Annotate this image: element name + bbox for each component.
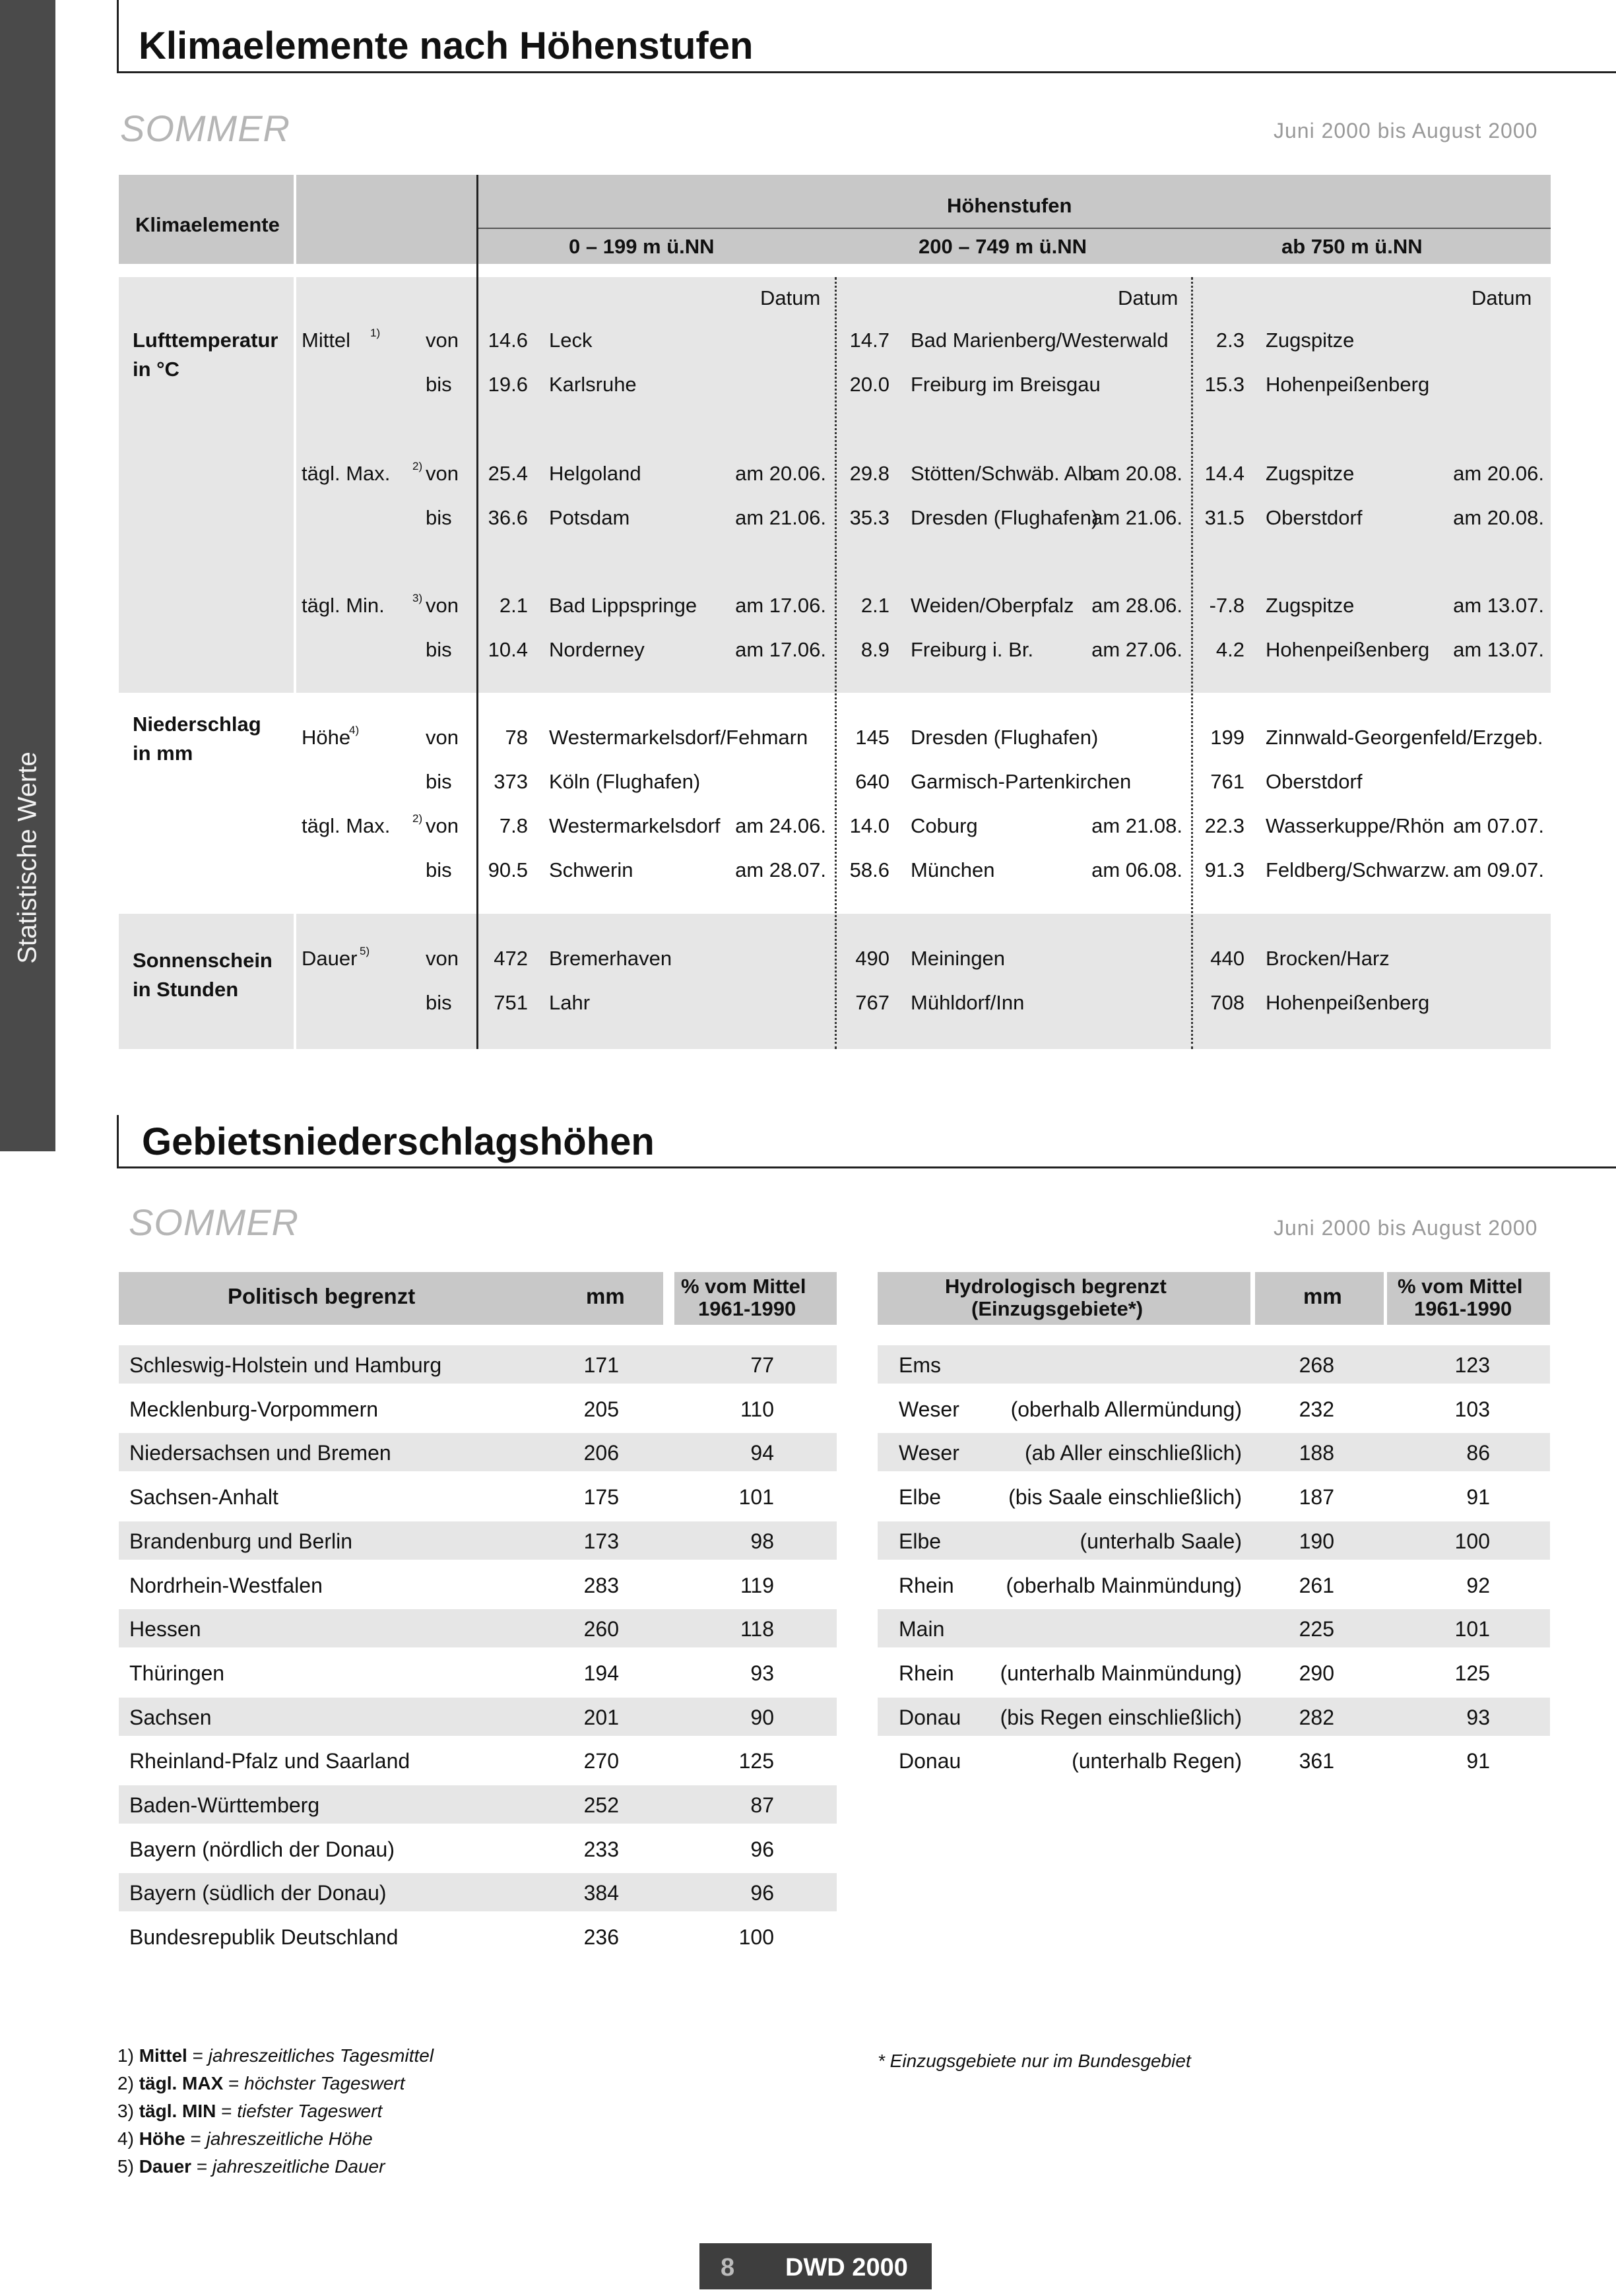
value-cell: 373 bbox=[494, 770, 528, 793]
group-unit: in °C bbox=[133, 358, 179, 381]
region-mm: 252 bbox=[583, 1793, 619, 1817]
row-band bbox=[119, 1609, 837, 1647]
footnote-number: 2) bbox=[117, 2073, 134, 2093]
station-cell: Zugspitze bbox=[1266, 462, 1355, 485]
date-cell: am 13.07. bbox=[1453, 638, 1544, 661]
table2-right-header-pct: % vom Mittel bbox=[1398, 1275, 1523, 1298]
param-label: Dauer bbox=[302, 947, 358, 970]
value-cell: 29.8 bbox=[849, 462, 889, 485]
station-cell: Karlsruhe bbox=[549, 373, 637, 396]
table1-zone-divider-1 bbox=[835, 277, 837, 1049]
value-cell: 2.3 bbox=[1215, 329, 1244, 352]
river-pct: 100 bbox=[1454, 1529, 1490, 1553]
section2-frame-left bbox=[117, 1115, 119, 1168]
station-cell: Westermarkelsdorf bbox=[549, 814, 721, 837]
value-cell: 35.3 bbox=[849, 506, 889, 529]
table1-zone-divider-2 bbox=[1191, 277, 1193, 1049]
header-klimaelemente: Klimaelemente bbox=[135, 213, 280, 236]
header-divider bbox=[478, 228, 1551, 229]
table2-right-header-hydro: Hydrologisch begrenzt bbox=[945, 1275, 1167, 1298]
river-section: (oberhalb Allermündung) bbox=[1010, 1397, 1242, 1421]
param-label: tägl. Max. bbox=[302, 814, 391, 837]
value-cell: 199 bbox=[1210, 726, 1244, 749]
date-cell: am 20.06. bbox=[1453, 462, 1544, 485]
value-cell: 751 bbox=[494, 991, 528, 1014]
range-label: von bbox=[426, 329, 459, 352]
group-unit: in mm bbox=[133, 742, 193, 765]
value-cell: 4.2 bbox=[1215, 638, 1244, 661]
footnote-term: Mittel bbox=[139, 2045, 187, 2066]
river-pct: 86 bbox=[1466, 1441, 1490, 1465]
value-cell: 14.7 bbox=[849, 329, 889, 352]
footnote-ref: 4) bbox=[349, 724, 360, 736]
river-name: Weser bbox=[899, 1397, 959, 1421]
river-section: (oberhalb Mainmündung) bbox=[1006, 1574, 1242, 1597]
value-cell: 22.3 bbox=[1204, 814, 1244, 837]
footnote-term: Höhe bbox=[139, 2128, 185, 2149]
section2-season: SOMMER bbox=[129, 1201, 299, 1243]
station-cell: München bbox=[911, 858, 995, 881]
station-cell: Freiburg i. Br. bbox=[911, 638, 1034, 661]
region-name: Thüringen bbox=[129, 1661, 225, 1685]
station-cell: Zugspitze bbox=[1266, 594, 1355, 617]
header-zone-2: 200 – 749 m ü.NN bbox=[919, 235, 1087, 258]
river-mm: 187 bbox=[1299, 1485, 1334, 1509]
river-mm: 188 bbox=[1299, 1441, 1334, 1465]
region-mm: 283 bbox=[583, 1574, 619, 1597]
datum-label-1: Datum bbox=[760, 286, 821, 309]
footnote-definition: höchster Tageswert bbox=[244, 2073, 405, 2093]
river-mm: 290 bbox=[1299, 1661, 1334, 1685]
group-label: Lufttemperatur bbox=[133, 329, 278, 352]
value-cell: 472 bbox=[494, 947, 528, 970]
header-zone-3: ab 750 m ü.NN bbox=[1281, 235, 1423, 258]
value-cell: 640 bbox=[855, 770, 889, 793]
value-cell: 490 bbox=[855, 947, 889, 970]
river-pct: 91 bbox=[1466, 1749, 1490, 1773]
river-name: Weser bbox=[899, 1441, 959, 1465]
row-band bbox=[119, 1698, 837, 1736]
region-pct: 93 bbox=[750, 1661, 774, 1685]
date-cell: am 13.07. bbox=[1453, 594, 1544, 617]
river-name: Elbe bbox=[899, 1485, 942, 1509]
station-cell: Helgoland bbox=[549, 462, 641, 485]
station-cell: Wasserkuppe/Rhön bbox=[1266, 814, 1445, 837]
date-cell: am 09.07. bbox=[1453, 858, 1544, 881]
value-cell: 2.1 bbox=[499, 594, 528, 617]
value-cell: 14.6 bbox=[488, 329, 528, 352]
region-name: Sachsen bbox=[129, 1706, 212, 1729]
river-section: (unterhalb Regen) bbox=[1072, 1749, 1242, 1773]
station-cell: Dresden (Flughafen) bbox=[911, 506, 1099, 529]
datum-label-2: Datum bbox=[1118, 286, 1179, 309]
value-cell: -7.8 bbox=[1209, 594, 1244, 617]
section1-frame-bottom bbox=[117, 71, 1616, 73]
date-cell: am 17.06. bbox=[735, 638, 826, 661]
river-pct: 92 bbox=[1466, 1574, 1490, 1597]
date-cell: am 17.06. bbox=[735, 594, 826, 617]
value-cell: 7.8 bbox=[499, 814, 528, 837]
river-name: Donau bbox=[899, 1706, 961, 1729]
value-cell: 708 bbox=[1210, 991, 1244, 1014]
group-label: Niederschlag bbox=[133, 713, 261, 736]
date-cell: am 20.06. bbox=[735, 462, 826, 485]
region-pct: 87 bbox=[750, 1793, 774, 1817]
station-cell: Lahr bbox=[549, 991, 591, 1014]
river-mm: 282 bbox=[1299, 1706, 1334, 1729]
region-name: Bayern (südlich der Donau) bbox=[129, 1881, 387, 1905]
footnote-line: 2) tägl. MAX = höchster Tageswert bbox=[117, 2073, 405, 2093]
region-pct: 77 bbox=[750, 1353, 774, 1377]
region-name: Nordrhein-Westfalen bbox=[129, 1574, 323, 1597]
range-label: bis bbox=[426, 991, 452, 1014]
footnote-ref: 2) bbox=[412, 812, 423, 825]
station-cell: Stötten/Schwäb. Alb bbox=[911, 462, 1094, 485]
station-cell: Feldberg/Schwarzw. bbox=[1266, 858, 1450, 881]
river-section: (unterhalb Mainmündung) bbox=[1000, 1661, 1242, 1685]
river-pct: 123 bbox=[1454, 1353, 1490, 1377]
station-cell: Bremerhaven bbox=[549, 947, 672, 970]
date-cell: am 20.08. bbox=[1091, 462, 1182, 485]
station-cell: Bad Lippspringe bbox=[549, 594, 697, 617]
value-cell: 14.0 bbox=[849, 814, 889, 837]
value-cell: 91.3 bbox=[1204, 858, 1244, 881]
sidebar-band bbox=[0, 0, 55, 1151]
station-cell: Mühldorf/Inn bbox=[911, 991, 1025, 1014]
table2-left-header-pct: % vom Mittel bbox=[681, 1275, 806, 1298]
river-pct: 101 bbox=[1454, 1617, 1490, 1641]
footnote-ref: 3) bbox=[412, 592, 423, 604]
section1-title: Klimaelemente nach Höhenstufen bbox=[139, 24, 754, 67]
footnote-line: 1) Mittel = jahreszeitliches Tagesmittel bbox=[117, 2045, 434, 2066]
value-cell: 14.4 bbox=[1204, 462, 1244, 485]
range-label: von bbox=[426, 814, 459, 837]
region-mm: 201 bbox=[583, 1706, 619, 1729]
date-cell: am 21.08. bbox=[1091, 814, 1182, 837]
river-name: Donau bbox=[899, 1749, 961, 1773]
range-label: bis bbox=[426, 373, 452, 396]
region-mm: 270 bbox=[583, 1749, 619, 1773]
river-section: (ab Aller einschließlich) bbox=[1024, 1441, 1242, 1465]
date-cell: am 21.06. bbox=[735, 506, 826, 529]
footnote-definition: jahreszeitliche Höhe bbox=[206, 2128, 373, 2149]
station-cell: Zinnwald-Georgenfeld/Erzgeb. bbox=[1266, 726, 1543, 749]
station-cell: Leck bbox=[549, 329, 593, 352]
sidebar bbox=[0, 0, 55, 2296]
footnote-term: tägl. MAX bbox=[139, 2073, 224, 2093]
river-section: (bis Saale einschließlich) bbox=[1008, 1485, 1242, 1509]
group-label: Sonnenschein bbox=[133, 949, 273, 972]
date-cell: am 20.08. bbox=[1453, 506, 1544, 529]
station-cell: Oberstdorf bbox=[1266, 506, 1363, 529]
station-cell: Westermarkelsdorf/Fehmarn bbox=[549, 726, 808, 749]
river-name: Rhein bbox=[899, 1661, 954, 1685]
footnote-line: 3) tägl. MIN = tiefster Tageswert bbox=[117, 2101, 383, 2121]
footnote-term: tägl. MIN bbox=[139, 2101, 216, 2121]
range-label: bis bbox=[426, 506, 452, 529]
footnote-definition: tiefster Tageswert bbox=[237, 2101, 383, 2121]
region-name: Hessen bbox=[129, 1617, 201, 1641]
section2-title: Gebietsniederschlagshöhen bbox=[142, 1120, 655, 1163]
station-cell: Meiningen bbox=[911, 947, 1006, 970]
region-mm: 171 bbox=[583, 1353, 619, 1377]
page-number: 8 bbox=[721, 2254, 735, 2281]
river-pct: 91 bbox=[1466, 1485, 1490, 1509]
footnote-number: 1) bbox=[117, 2045, 134, 2066]
region-mm: 173 bbox=[583, 1529, 619, 1553]
river-name: Rhein bbox=[899, 1574, 954, 1597]
date-cell: am 21.06. bbox=[1091, 506, 1182, 529]
section2-period: Juni 2000 bis August 2000 bbox=[1274, 1216, 1538, 1240]
value-cell: 15.3 bbox=[1204, 373, 1244, 396]
param-label: tägl. Max. bbox=[302, 462, 391, 485]
station-cell: Hohenpeißenberg bbox=[1266, 991, 1430, 1014]
param-label: Höhe bbox=[302, 726, 351, 749]
river-pct: 93 bbox=[1466, 1706, 1490, 1729]
value-cell: 25.4 bbox=[488, 462, 528, 485]
station-cell: Bad Marienberg/Westerwald bbox=[911, 329, 1169, 352]
region-mm: 233 bbox=[583, 1837, 619, 1861]
page-badge-text: DWD 2000 bbox=[785, 2254, 908, 2281]
date-cell: am 06.08. bbox=[1091, 858, 1182, 881]
station-cell: Oberstdorf bbox=[1266, 770, 1363, 793]
date-cell: am 28.06. bbox=[1091, 594, 1182, 617]
footnote-number: 5) bbox=[117, 2156, 134, 2177]
station-cell: Weiden/Oberpfalz bbox=[911, 594, 1074, 617]
footnote-term: Dauer bbox=[139, 2156, 192, 2177]
region-pct: 119 bbox=[740, 1574, 774, 1597]
region-name: Niedersachsen und Bremen bbox=[129, 1441, 391, 1465]
range-label: bis bbox=[426, 770, 452, 793]
date-cell: am 28.07. bbox=[735, 858, 826, 881]
value-cell: 58.6 bbox=[849, 858, 889, 881]
river-mm: 232 bbox=[1299, 1397, 1334, 1421]
region-pct: 90 bbox=[750, 1706, 774, 1729]
region-mm: 260 bbox=[583, 1617, 619, 1641]
region-name: Schleswig-Holstein und Hamburg bbox=[129, 1353, 442, 1377]
range-label: von bbox=[426, 947, 459, 970]
river-name: Main bbox=[899, 1617, 945, 1641]
region-mm: 384 bbox=[583, 1881, 619, 1905]
header-hoehenstufen: Höhenstufen bbox=[947, 194, 1072, 217]
station-cell: Hohenpeißenberg bbox=[1266, 373, 1430, 396]
footnote-ref: 5) bbox=[360, 945, 370, 957]
value-cell: 10.4 bbox=[488, 638, 528, 661]
region-pct: 101 bbox=[738, 1485, 774, 1509]
station-cell: Freiburg im Breisgau bbox=[911, 373, 1101, 396]
section1-period: Juni 2000 bis August 2000 bbox=[1274, 119, 1538, 143]
region-pct: 100 bbox=[738, 1925, 774, 1949]
date-cell: am 27.06. bbox=[1091, 638, 1182, 661]
region-pct: 94 bbox=[750, 1441, 774, 1465]
river-section: (bis Regen einschließlich) bbox=[1000, 1706, 1242, 1729]
region-mm: 175 bbox=[583, 1485, 619, 1509]
region-name: Baden-Württemberg bbox=[129, 1793, 320, 1817]
station-cell: Potsdam bbox=[549, 506, 630, 529]
region-mm: 205 bbox=[583, 1397, 619, 1421]
footnote-line: 5) Dauer = jahreszeitliche Dauer bbox=[117, 2156, 385, 2177]
river-mm: 190 bbox=[1299, 1529, 1334, 1553]
value-cell: 20.0 bbox=[849, 373, 889, 396]
footnote-definition: jahreszeitliches Tagesmittel bbox=[208, 2045, 434, 2066]
river-name: Elbe bbox=[899, 1529, 942, 1553]
section2-frame-bottom bbox=[117, 1166, 1616, 1168]
value-cell: 31.5 bbox=[1204, 506, 1244, 529]
table2-right-header-period: 1961-1990 bbox=[1414, 1297, 1512, 1320]
table1-param-gap bbox=[294, 175, 296, 1049]
table2-right-header-mm: mm bbox=[1303, 1284, 1342, 1308]
range-label: von bbox=[426, 594, 459, 617]
header-zone-1: 0 – 199 m ü.NN bbox=[569, 235, 715, 258]
value-cell: 90.5 bbox=[488, 858, 528, 881]
region-name: Sachsen-Anhalt bbox=[129, 1485, 278, 1509]
region-name: Bayern (nördlich der Donau) bbox=[129, 1837, 395, 1861]
value-cell: 145 bbox=[855, 726, 889, 749]
region-pct: 125 bbox=[738, 1749, 774, 1773]
param-label: Mittel bbox=[302, 329, 351, 352]
station-cell: Coburg bbox=[911, 814, 978, 837]
row-band bbox=[878, 1345, 1550, 1384]
region-mm: 194 bbox=[583, 1661, 619, 1685]
station-cell: Zugspitze bbox=[1266, 329, 1355, 352]
section1-frame-left bbox=[117, 0, 119, 73]
sidebar-label: Statistische Werte bbox=[13, 751, 42, 964]
station-cell: Garmisch-Partenkirchen bbox=[911, 770, 1132, 793]
river-pct: 103 bbox=[1454, 1397, 1490, 1421]
river-section: (unterhalb Saale) bbox=[1080, 1529, 1242, 1553]
page-badge bbox=[699, 2243, 932, 2289]
footnote-ref: 1) bbox=[370, 327, 381, 339]
footnote-ref: 2) bbox=[412, 460, 423, 472]
footnote-star: * Einzugsgebiete nur im Bundesgebiet bbox=[878, 2051, 1191, 2071]
river-mm: 261 bbox=[1299, 1574, 1334, 1597]
region-mm: 206 bbox=[583, 1441, 619, 1465]
group-unit: in Stunden bbox=[133, 978, 239, 1001]
footnote-number: 3) bbox=[117, 2101, 134, 2121]
row-band bbox=[878, 1609, 1550, 1647]
region-name: Mecklenburg-Vorpommern bbox=[129, 1397, 379, 1421]
value-cell: 36.6 bbox=[488, 506, 528, 529]
river-name: Ems bbox=[899, 1353, 941, 1377]
river-pct: 125 bbox=[1454, 1661, 1490, 1685]
region-name: Rheinland-Pfalz und Saarland bbox=[129, 1749, 410, 1773]
station-cell: Schwerin bbox=[549, 858, 633, 881]
datum-label-3: Datum bbox=[1471, 286, 1532, 309]
river-mm: 361 bbox=[1299, 1749, 1334, 1773]
range-label: von bbox=[426, 462, 459, 485]
value-cell: 761 bbox=[1210, 770, 1244, 793]
table2-left-header-politisch: Politisch begrenzt bbox=[228, 1284, 416, 1308]
value-cell: 19.6 bbox=[488, 373, 528, 396]
table2-left-header-period: 1961-1990 bbox=[698, 1297, 796, 1320]
region-pct: 96 bbox=[750, 1881, 774, 1905]
station-cell: Köln (Flughafen) bbox=[549, 770, 701, 793]
table2-right-header-einzug: (Einzugsgebiete*) bbox=[971, 1297, 1144, 1320]
region-name: Bundesrepublik Deutschland bbox=[129, 1925, 399, 1949]
station-cell: Hohenpeißenberg bbox=[1266, 638, 1430, 661]
value-cell: 8.9 bbox=[860, 638, 889, 661]
station-cell: Brocken/Harz bbox=[1266, 947, 1390, 970]
region-name: Brandenburg und Berlin bbox=[129, 1529, 353, 1553]
table2-left-header-mm: mm bbox=[586, 1284, 625, 1308]
region-pct: 110 bbox=[740, 1397, 774, 1421]
value-cell: 78 bbox=[505, 726, 528, 749]
river-mm: 268 bbox=[1299, 1353, 1334, 1377]
table1-vertical-line bbox=[476, 175, 478, 1049]
range-label: von bbox=[426, 726, 459, 749]
footnote-line: 4) Höhe = jahreszeitliche Höhe bbox=[117, 2128, 373, 2149]
region-pct: 118 bbox=[740, 1617, 774, 1641]
footnote-definition: jahreszeitliche Dauer bbox=[212, 2156, 385, 2177]
river-mm: 225 bbox=[1299, 1617, 1334, 1641]
value-cell: 440 bbox=[1210, 947, 1244, 970]
region-pct: 98 bbox=[750, 1529, 774, 1553]
station-cell: Dresden (Flughafen) bbox=[911, 726, 1099, 749]
date-cell: am 24.06. bbox=[735, 814, 826, 837]
footnote-number: 4) bbox=[117, 2128, 134, 2149]
section1-season: SOMMER bbox=[120, 108, 290, 149]
value-cell: 2.1 bbox=[860, 594, 889, 617]
region-pct: 96 bbox=[750, 1837, 774, 1861]
station-cell: Norderney bbox=[549, 638, 645, 661]
value-cell: 767 bbox=[855, 991, 889, 1014]
param-label: tägl. Min. bbox=[302, 594, 385, 617]
range-label: bis bbox=[426, 858, 452, 881]
date-cell: am 07.07. bbox=[1453, 814, 1544, 837]
region-mm: 236 bbox=[583, 1925, 619, 1949]
range-label: bis bbox=[426, 638, 452, 661]
